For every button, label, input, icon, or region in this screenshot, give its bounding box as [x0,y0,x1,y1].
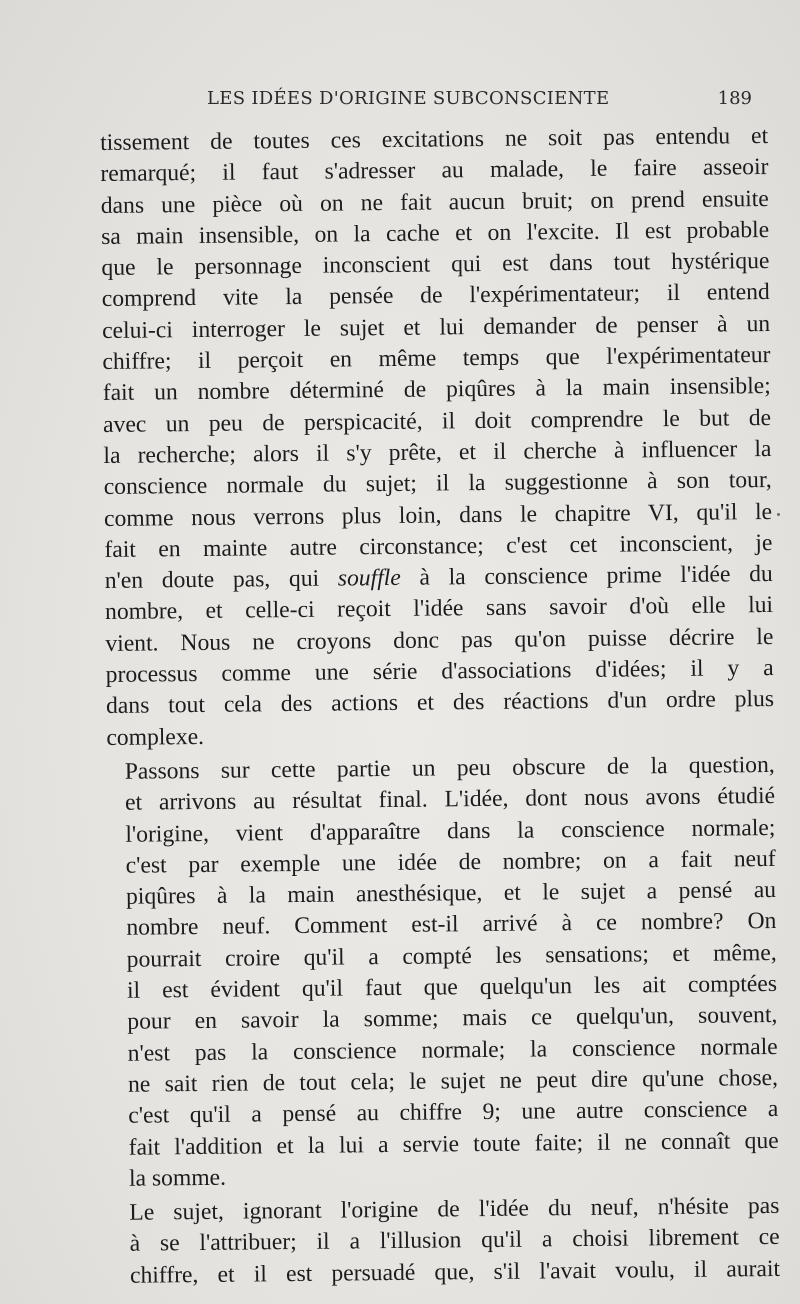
text-line: ne sait rien de tout cela; le sujet ne peut dire qu'une chose, [127,1064,779,1098]
text-line: comprend vite la pensée de l'expérimentateur; il entend [101,279,770,313]
text-line: pour en savoir la somme; mais ce quelqu'un, souvent, [127,1002,778,1036]
page-header [112,88,772,118]
text-line: remarqué; il faut s'adresser au malade, le faire asseoir [100,154,769,188]
text-line: chiffre, et il est persuadé que, s'il l'avait voulu, il aurait [129,1255,781,1289]
text-line: fait en mainte autre circonstance; c'est cet inconscient, je [104,529,773,563]
text-line: Passons sur cette partie un peu obscure de la question, [124,751,775,785]
text-line: l'origine, vient d'apparaître dans la conscience normale; [125,814,776,848]
text-line: dans une pièce où on ne fait aucun bruit; on prend ensuite [100,185,769,219]
page-number: 189 [717,88,752,109]
body-text [100,121,780,1292]
text-line: celui-ci interroger le sujet et lui demander de penser à un [101,310,771,344]
text-line: la recherche; alors il s'y prête, et il cherche à influencer la [103,435,772,469]
text-line: pourrait croire qu'il a compté les sensations; et même, [126,939,777,973]
text-line: c'est par exemple une idée de nombre; on a fait neuf [125,845,776,879]
text-line: nombre, et celle-ci reçoit l'idée sans savoir d'où elle lui [104,592,774,626]
text-line: conscience normale du sujet; il la suggestionne à son tour, [103,467,772,501]
text-line: tissement de toutes ces excitations ne soit pas entendu et [100,123,769,156]
text-line: n'est pas la conscience normale; la conscience normale [127,1033,778,1067]
text-line: dans tout cela des actions et des réactions d'un ordre plus [105,686,775,720]
text-line: que le personnage inconscient qui est dans tout hystérique [101,248,770,282]
text-line: fait un nombre déterminé de piqûres à la main insensible; [102,373,771,407]
text-line: piqûres à la main anesthésique, et le sujet a pensé au [125,877,777,910]
text-line: c'est qu'il a pensé au chiffre 9; une autre conscience a [128,1096,779,1129]
text-line: à se l'attribuer; il a l'illusion qu'il a choisi librement ce [129,1224,780,1258]
text-line: complexe. [106,723,205,751]
text-line: processus comme une série d'associations d'idées; il y a [105,655,774,689]
text-line: il est évident qu'il faut que quelqu'un les ait comptées [126,970,778,1004]
running-title: LES IDÉES D'ORIGINE SUBCONSCIENTE [207,88,610,109]
text-line: la somme. [128,1164,227,1192]
text-line: comme nous verrons plus loin, dans le chapitre VI, qu'il le [103,498,773,532]
text-line: et arrivons au résultat final. L'idée, dont nous avons étudié [124,783,776,817]
text-line: chiffre; il perçoit en même temps que l'expérimentateur [102,342,771,376]
paper-speck [777,513,780,516]
text-line: Le sujet, ignorant l'origine de l'idée du neuf, n'hésite pas [129,1193,780,1226]
text-segment: n'en doute pas, qui [104,565,338,595]
text-segment: à la conscience prime l'idée du [400,561,773,592]
paragraph-2 [107,750,780,1195]
text-line: sa main insensible, on la cache et on l'excite. Il est probable [101,216,770,250]
text-line: nombre neuf. Comment est-il arrivé à ce nombre? On [126,908,777,942]
paragraph-1 [100,121,775,754]
italic-word: souffle [337,565,401,592]
text-line: vient. Nous ne croyons donc pas qu'on puisse décrire le [105,623,774,657]
text-line: fait l'addition et la lui a servie toute faite; il ne connaît que [128,1127,779,1161]
paragraph-3 [111,1191,780,1292]
text-line: avec un peu de perspicacité, il doit comprendre le but de [102,404,772,438]
